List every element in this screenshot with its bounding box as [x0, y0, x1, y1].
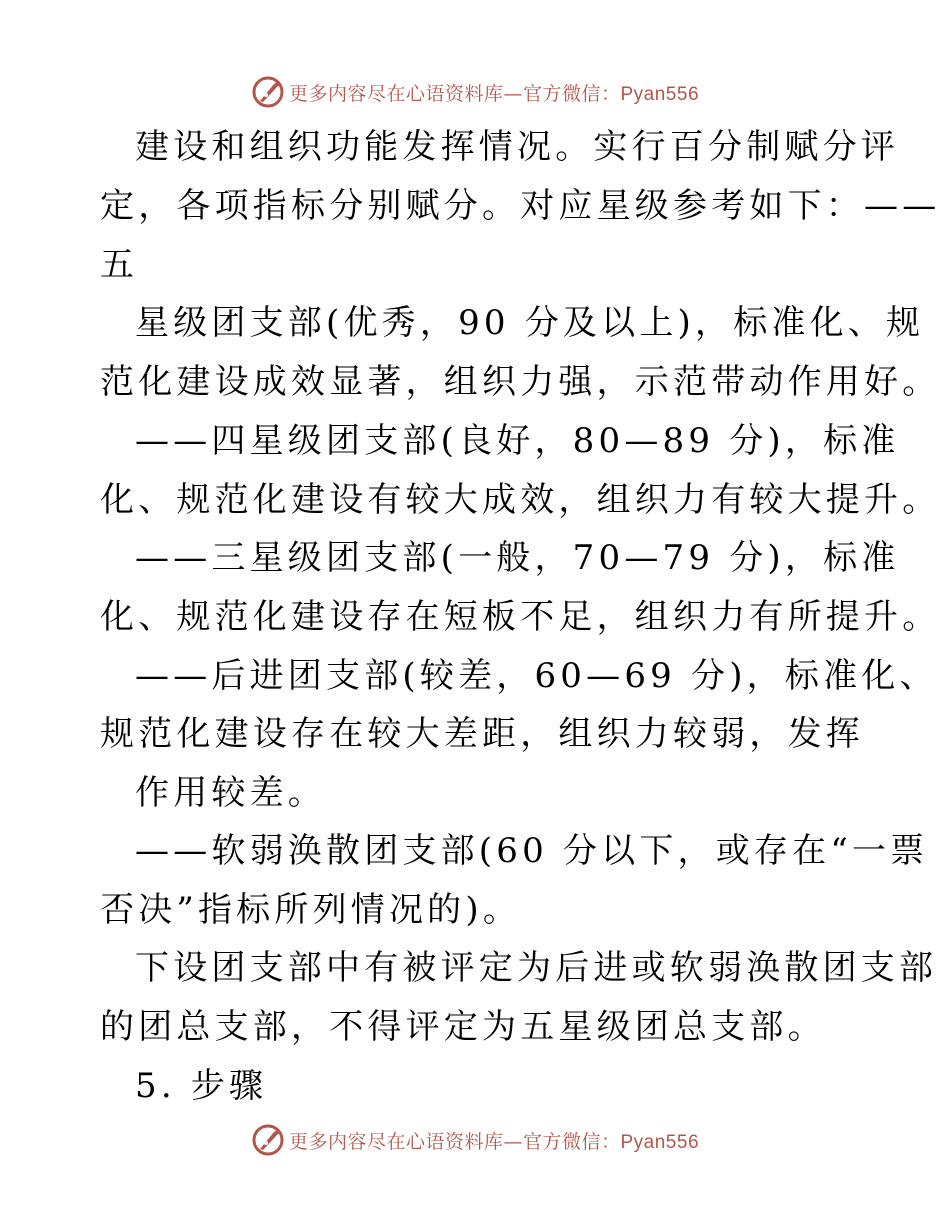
body-line: 五	[100, 245, 139, 285]
body-line: ——软弱涣散团支部(60 分以下，或存在“一票	[135, 831, 929, 871]
header-watermark	[0, 72, 950, 112]
watermark-wechat-id: Pyan556	[620, 83, 700, 105]
watermark-wechat-id: Pyan556	[620, 1131, 700, 1153]
body-line: 化、规范化建设存在短板不足，组织力有所提升。	[100, 597, 941, 637]
quill-pen-logo-icon	[251, 75, 285, 109]
body-line: 星级团支部(优秀，90 分及以上)，标准化、规	[135, 303, 925, 343]
watermark-text: 更多内容尽在心语资料库—官方微信：	[288, 82, 621, 105]
quill-pen-logo-icon	[251, 1123, 285, 1157]
footer-watermark	[0, 1120, 950, 1160]
watermark-text: 更多内容尽在心语资料库—官方微信：	[288, 1130, 621, 1153]
body-line: ——三星级团支部(一般，70—79 分)，标准	[135, 538, 900, 578]
body-line: 范化建设成效显著，组织力强，示范带动作用好。	[100, 362, 941, 402]
body-line: 建设和组织功能发挥情况。实行百分制赋分评	[135, 127, 899, 167]
section-heading: 5. 步骤	[135, 1066, 268, 1106]
body-line: 下设团支部中有被评定为后进或软弱涣散团支部	[135, 948, 938, 988]
body-line: 定，各项指标分别赋分。对应星级参考如下：——	[100, 186, 941, 226]
body-line: 否决”指标所列情况的)。	[100, 890, 522, 930]
body-line: 规范化建设存在较大差距，组织力较弱，发挥	[100, 714, 864, 754]
body-line: 作用较差。	[135, 773, 326, 813]
body-line: ——后进团支部(较差，60—69 分)，标准化、	[135, 656, 938, 696]
body-line: 化、规范化建设有较大成效，组织力有较大提升。	[100, 480, 941, 520]
body-line: ——四星级团支部(良好，80—89 分)，标准	[135, 421, 900, 461]
body-line: 的团总支部，不得评定为五星级团总支部。	[100, 1007, 826, 1047]
